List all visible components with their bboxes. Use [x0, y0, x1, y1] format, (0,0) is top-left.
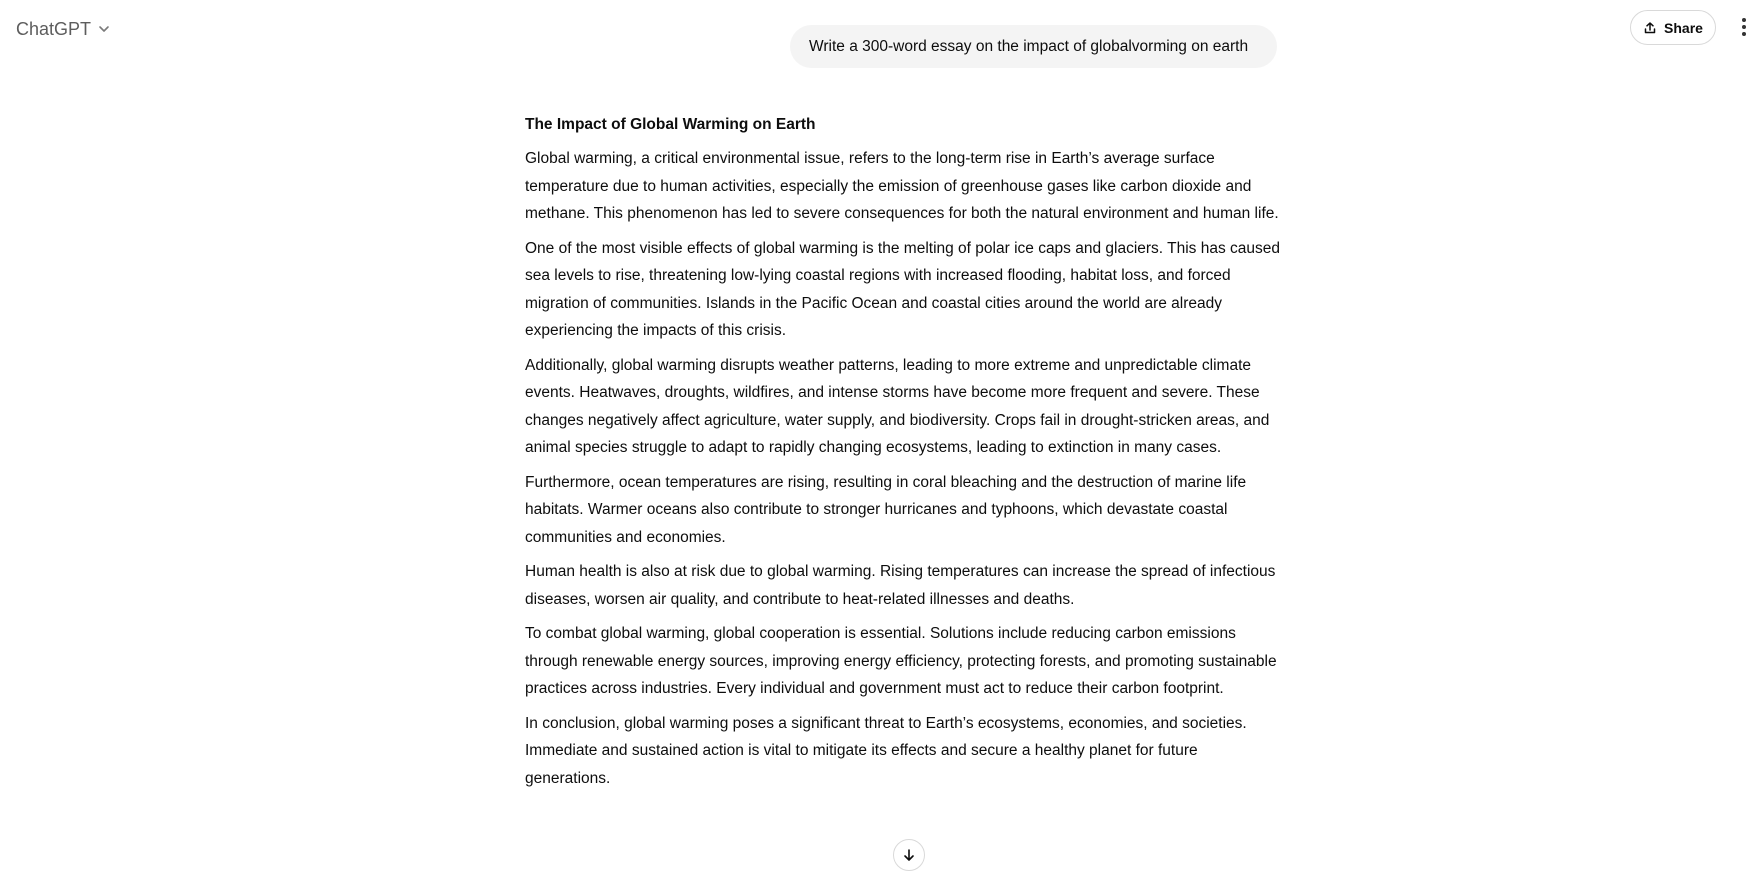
scroll-to-bottom-button[interactable]: [893, 839, 925, 871]
more-vertical-icon: [1742, 18, 1746, 22]
model-selector[interactable]: [12, 14, 115, 44]
essay-paragraph: Additionally, global warming disrupts weather patterns, leading to more extreme and unpredictable climate events. Heatwaves, droughts, wildfires, and intense storms have become more frequent and severe. These changes negatively affect agriculture, water supply, and biodiversity. Crops fail in drought-stricken areas, and animal species struggle to adapt to rapidly changing ecosystems, leading to extinction in many cases.: [525, 356, 1270, 456]
essay-paragraph: Human health is also at risk due to global warming. Rising temperatures can increase the spread of infectious diseases, worsen air quality, and contribute to heat-related illnesses and deaths.: [525, 563, 1276, 608]
share-button[interactable]: [1630, 10, 1716, 45]
essay-paragraph: To combat global warming, global cooperation is essential. Solutions include reducing carbon emissions through renewable energy sources, improving energy efficiency, protecting forests, and promoting sustainable practices across industries. Every individual and government must act to reduce their carbon footprint.: [525, 625, 1277, 697]
essay-paragraph: Furthermore, ocean temperatures are rising, resulting in coral bleaching and the destruction of marine life habitats. Warmer oceans also contribute to stronger hurricanes and typhoons, which devastate coastal communities and economies.: [525, 473, 1247, 546]
user-message: [790, 25, 1277, 68]
more-options-button[interactable]: [1732, 12, 1756, 42]
essay-paragraph: In conclusion, global warming poses a significant threat to Earth’s ecosystems, economies, and societies. Immediate and sustained action is vital to mitigate its effects and secure a healthy planet for future generations.: [525, 714, 1247, 787]
share-icon: [1643, 21, 1657, 35]
arrow-down-icon: [902, 848, 916, 862]
assistant-response: [525, 112, 1285, 799]
user-message-text: Write a 300-word essay on the impact of globalvorming on earth: [809, 37, 1249, 55]
chevron-down-icon: [97, 22, 111, 36]
essay-title: The Impact of Global Warming on Earth: [525, 116, 816, 133]
share-label: Share: [1664, 19, 1703, 36]
model-name: ChatGPT: [16, 18, 92, 39]
essay-paragraph: One of the most visible effects of global warming is the melting of polar ice caps and glaciers. This has caused sea levels to rise, threatening low-lying coastal regions with increased flooding, habitat loss, and forced migration of communities. Islands in the Pacific Ocean and coastal cities around the world are already experiencing the impacts of this crisis.: [525, 239, 1281, 339]
essay-paragraph: Global warming, a critical environmental issue, refers to the long-term rise in Earth’s average surface temperature due to human activities, especially the emission of greenhouse gases like carbon dioxide and methane. This phenomenon has led to severe consequences for both the natural environment and human life.: [525, 150, 1279, 222]
